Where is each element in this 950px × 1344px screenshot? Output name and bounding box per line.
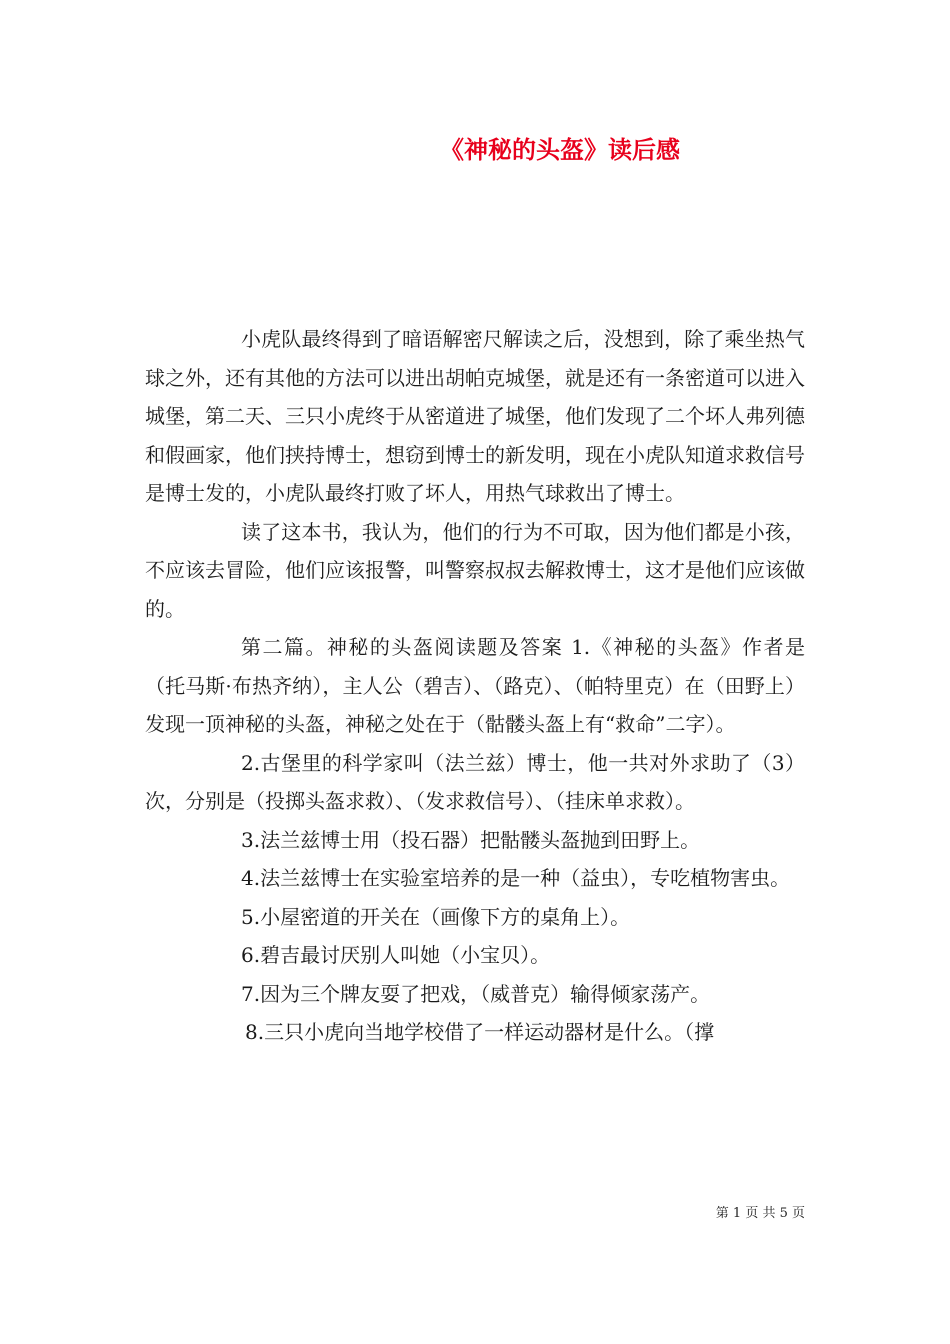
paragraph-3: 第二篇。神秘的头盔阅读题及答案 1.《神秘的头盔》作者是（托马斯·布热齐纳），主人公（碧吉）、（路克）、（帕特里克）在（田野上）发现一顶神秘的头盔，神秘之处在于（骷髅头盔上有“救命”二字）。 bbox=[145, 635, 805, 736]
question-7: 7.因为三个牌友耍了把戏，（威普克）输得倾家荡产。 bbox=[241, 981, 711, 1006]
question-6: 6.碧吉最讨厌别人叫她（小宝贝）。 bbox=[241, 943, 551, 967]
document-body bbox=[145, 320, 805, 1052]
paragraph-1: 小虎队最终得到了暗语解密尺解读之后，没想到，除了乘坐热气球之外，还有其他的方法可以进出胡帕克城堡，就是还有一条密道可以进入城堡，第二天、三只小虎终于从密道进了城堡，他们发现了二个坏人弗列德和假画家，他们挟持博士，想窃到博士的新发明，现在小虎队知道求救信号是博士发的，小虎队最终打败了坏人，用热气球救出了博士。 bbox=[145, 327, 805, 505]
document-title: 《神秘的头盔》读后感 bbox=[440, 135, 680, 164]
paragraph-2: 读了这本书，我认为，他们的行为不可取，因为他们都是小孩，不应该去冒险，他们应该报警，叫警察叔叔去解救博士，这才是他们应该做的。 bbox=[145, 519, 805, 621]
question-5: 5.小屋密道的开关在（画像下方的桌角上）。 bbox=[241, 904, 631, 929]
question-3: 3.法兰兹博士用（投石器）把骷髅头盔抛到田野上。 bbox=[241, 827, 701, 852]
question-8: 8.三只小虎向当地学校借了一样运动器材是什么。（撑 bbox=[245, 1020, 715, 1044]
question-4: 4.法兰兹博士在实验室培养的是一种（益虫），专吃植物害虫。 bbox=[241, 866, 791, 890]
page-number: 第 1 页 共 5 页 bbox=[715, 1206, 805, 1221]
question-2: 2.古堡里的科学家叫（法兰兹）博士，他一共对外求助了（3）次，分别是（投掷头盔求救）、（发求救信号）、（挂床单求救）。 bbox=[145, 750, 805, 813]
